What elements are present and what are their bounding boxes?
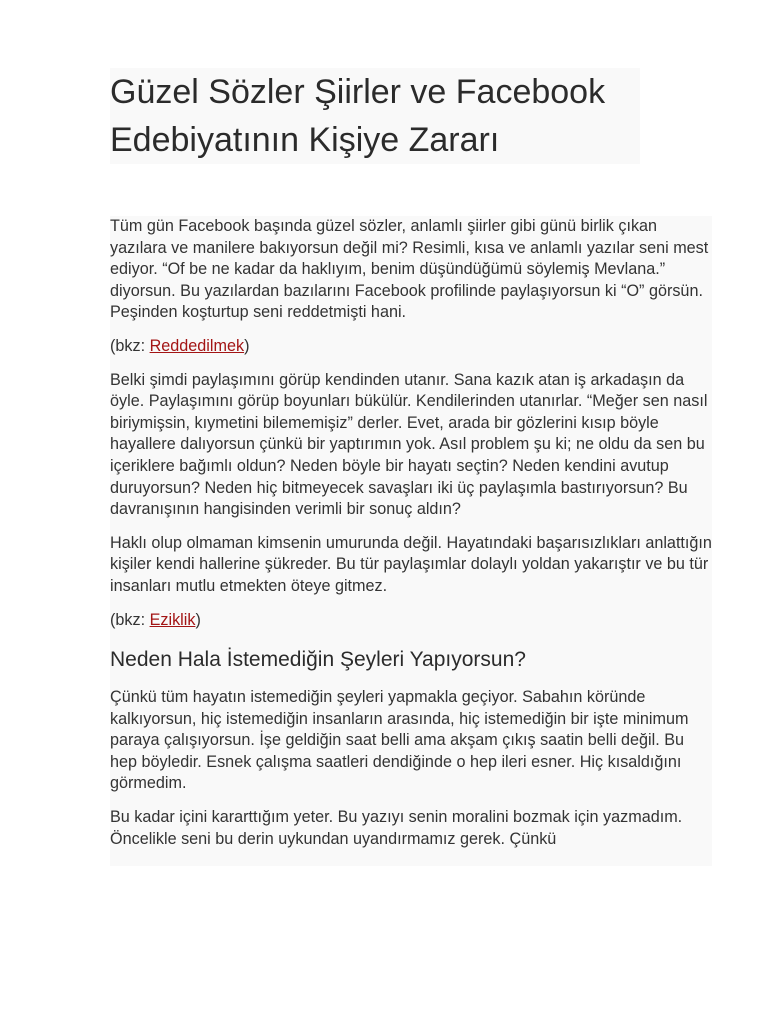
paragraph-4: Çünkü tüm hayatın istemediğin şeyleri yapmakla geçiyor. Sabahın köründe kalkıyorsun, hiç istemediğin insanların arasında, hiç istemediğin bir işte minimum paraya çalışıyorsun. İşe geldiğin saat belli ama akşam çıkış saatin belli değil. Bu hep böyledir. Esnek çalışma saatleri dendiğinde o hep ileri esner. Hiç kısaldığını görmedim. — [110, 688, 689, 793]
paragraph-3: Haklı olup olmaman kimsenin umurunda değil. Hayatındaki başarısızlıkları anlattığın kişiler kendi hallerine şükreder. Bu tür paylaşımlar dolaylı yoldan yakarıştır ve bu tür insanları mutlu etmekten öteye gitmez. — [110, 533, 712, 595]
title-block — [110, 68, 640, 164]
paragraph-5: Bu kadar içini kararttığım yeter. Bu yazıyı senin moralini bozmak için yazmadım. Öncelikle seni bu derin uykundan uyandırmamız gerek. Çünkü — [110, 808, 683, 848]
reference-suffix: ) — [195, 610, 201, 629]
reference-prefix: (bkz: — [110, 610, 150, 629]
paragraph-1: Tüm gün Facebook başında güzel sözler, anlamlı şiirler gibi günü birlik çıkan yazılara ve manilere bakıyorsun değil mi? Resimli, kısa ve anlamlı yazılar seni mest ediyor. “Of be ne kadar da haklıyım, benim düşündüğümü söylemiş Mevlana.” diyorsun. Bu yazılardan bazılarını Facebook profilinde paylaşıyorsun ki “O” görsün. Peşinden koşturtup seni reddetmişti hani. — [110, 217, 709, 322]
reference-reddedilmek — [110, 336, 712, 358]
eziklik-link[interactable]: Eziklik — [149, 610, 196, 629]
reference-eziklik — [110, 610, 712, 632]
reference-suffix: ) — [244, 336, 250, 355]
section-heading: Neden Hala İstemediğin Şeyleri Yapıyorsun? — [110, 648, 526, 672]
article-body — [110, 216, 712, 866]
article-title: Güzel Sözler Şiirler ve Facebook Edebiyatının Kişiye Zararı — [110, 73, 606, 159]
reference-prefix: (bkz: — [110, 336, 150, 355]
reddedilmek-link[interactable]: Reddedilmek — [149, 336, 245, 355]
paragraph-2: Belki şimdi paylaşımını görüp kendinden utanır. Sana kazık atan iş arkadaşın da öyle. Paylaşımını görüp boyunları bükülür. Kendilerinden utanırlar. “Meğer sen nasıl biriymişsin, kıymetini bilememişiz” derler. Evet, arada bir gözlerini kısıp böyle hayallere dalıyorsun çünkü bir yaptırımın yok. Asıl problem şu ki; ne oldu da sen bu içeriklere bağımlı oldun? Neden böyle bir hayatı seçtin? Neden kendini avutup duruyorsun? Neden hiç bitmeyecek savaşları iki üç paylaşımla bastırıyorsun? Bu davranışının hangisinden verimli bir sonuç aldın? — [110, 370, 708, 519]
